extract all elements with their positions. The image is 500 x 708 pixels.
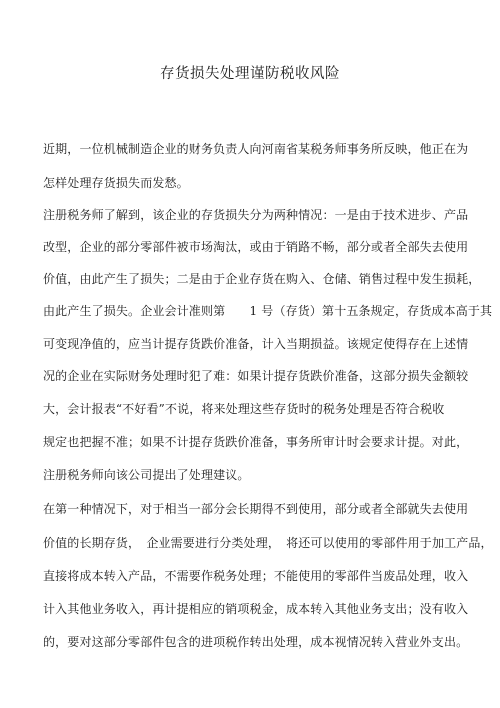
paragraph-line: 价值，由此产生了损失；二是由于企业存货在购入、仓储、销售过程中发生损耗， — [43, 272, 481, 286]
paragraph-line: 规定也把握不准；如果不计提存货跌价准备，事务所审计时会要求计提。对此， — [43, 435, 469, 449]
paragraph-line: 计入其他业务收入，再计提相应的销项税金，成本转入其他业务支出；没有收入 — [43, 602, 469, 616]
paragraph-line: 直接将成本转入产品，不需要作税务处理；不能使用的零部件当废品处理，收入 — [43, 569, 469, 583]
document-title: 存货损失处理谨防税收风险 — [160, 66, 340, 82]
paragraph-line: 注册税务师向该公司提出了处理建议。 — [43, 468, 250, 482]
paragraph-line: 注册税务师了解到，该企业的存货损失分为两种情况：一是由于技术进步、产品 — [43, 208, 469, 222]
paragraph-line: 近期，一位机械制造企业的财务负责人向河南省某税务师事务所反映，他正在为 — [43, 142, 469, 156]
paragraph-line: 在第一种情况下，对于相当一部分会长期得不到使用，部分或者全部就失去使用 — [43, 502, 469, 516]
paragraph-line: 况的企业在实际财务处理时犯了难：如果计提存货跌价准备，这部分损失金额较 — [43, 369, 469, 383]
paragraph-line: 价值的长期存货， 企业需要进行分类处理， 将还可以使用的零部件用于加工产品， — [43, 536, 493, 550]
paragraph-line: 改型，企业的部分零部件被市场淘汰，或由于销路不畅，部分或者全部失去使用 — [43, 240, 469, 254]
paragraph-line: 大，会计报表“不好看”不说，将来处理这些存货时的税务处理是否符合税收 — [43, 402, 445, 416]
paragraph-line: 可变现净值的，应当计提存货跌价准备，计入当期损益。该规定使得存在上述情 — [43, 337, 469, 351]
paragraph-line: 怎样处理存货损失而发愁。 — [43, 176, 189, 190]
paragraph-line: 由此产生了损失。企业会计准则第 1 号（存货）第十五条规定，存货成本高于其 — [43, 304, 493, 318]
paragraph-line: 的，要对这部分零部件包含的进项税作转出处理，成本视情况转入营业外支出。 — [43, 635, 469, 649]
